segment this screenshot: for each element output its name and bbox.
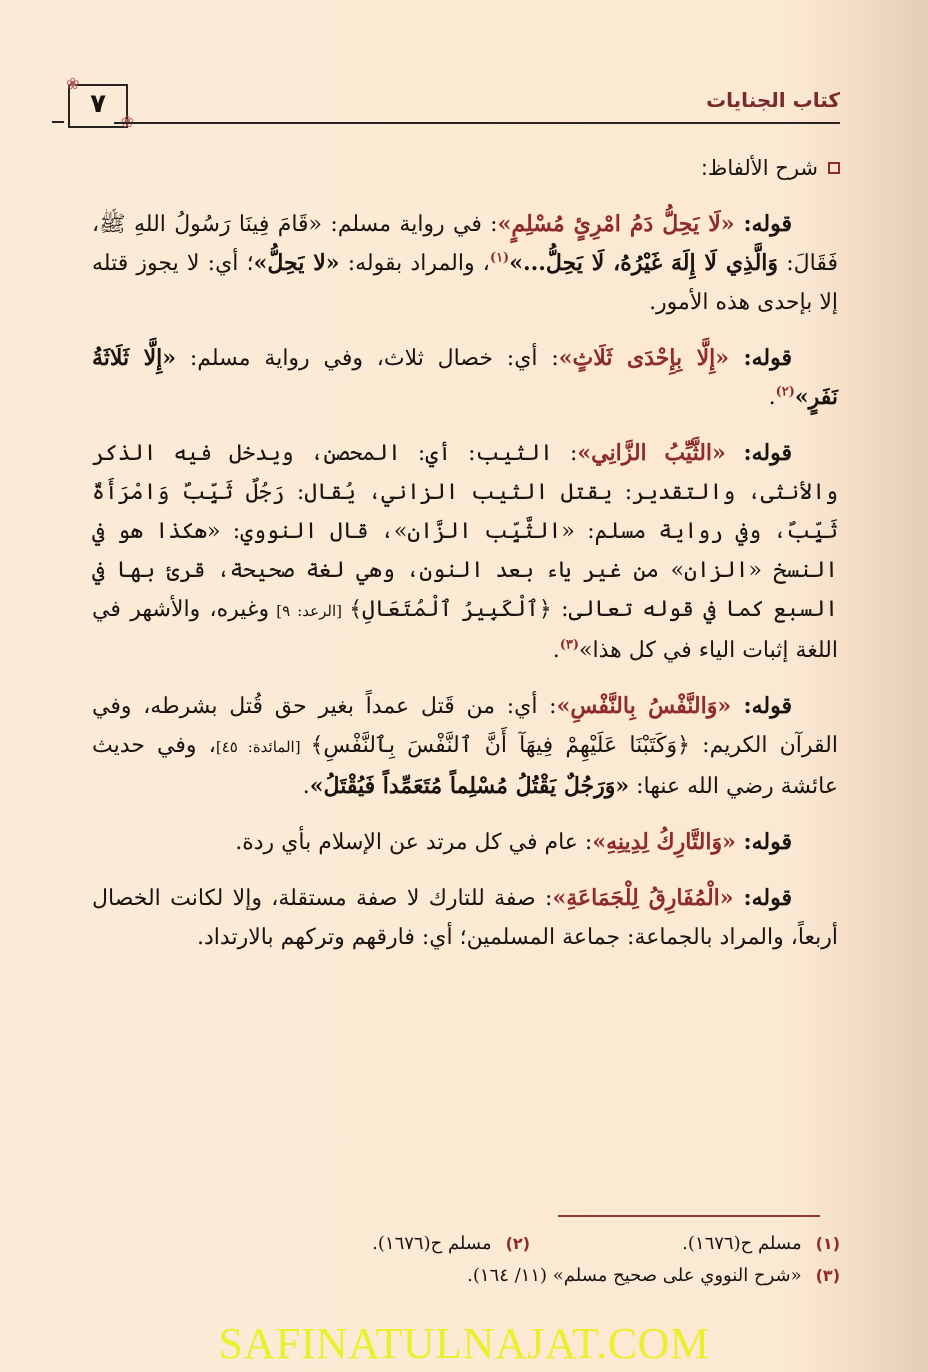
square-bullet-icon [828,162,840,174]
page-header [52,74,840,132]
body-text: ، والمراد بقوله: [339,251,490,276]
footnote-marker[interactable]: (١) [489,250,510,266]
hadith-keyword: «وَالتَّارِكُ لِدِينِهِ» [592,829,736,855]
footnote-item [530,1228,840,1260]
verse-reference: [الرعد: ٩] [269,602,350,620]
intro-label: قوله: [733,885,793,911]
paragraph-5 [92,823,838,862]
paragraph-3 [92,434,838,670]
intro-label: قوله: [725,440,792,466]
hadith-keyword: «إِلَّا بِإِحْدَى ثَلَاثٍ» [558,345,729,371]
hadith-quote-bold: «لا يَحِلُّ» [253,250,340,276]
footnote-marker[interactable]: (٢) [775,384,795,400]
footnotes [120,1228,840,1292]
body-text: : عام في كل مرتد عن الإسلام بأي ردة. [235,830,593,855]
footnote-text: مسلم ح(١٦٧٦). [682,1233,802,1254]
body-text: : في رواية مسلم: [322,212,498,237]
paragraph-4 [92,687,838,806]
body-text: : أي: خصال ثلاث، وفي رواية مسلم: [176,346,559,371]
footnote-number: (٣) [815,1266,840,1285]
footnote-separator [558,1215,820,1217]
site-watermark: SAFINATULNAJAT.COM [218,1319,710,1368]
footnote-item [467,1260,840,1292]
body-text: : الثيب: أي: المحصن، ويدخل فيه الذكر والأنثى، والتقدير: يقتل الثيب الزاني، يُقال: رَجُلٌ ثَيِّبٌ وَامْرَأَةٌ ثَيِّبٌ، وفي رواية مسلم: «الثَّيِّب الزَّان»، قال النووي: «هكذا هو في النسخ «الزان» من غير ياء بعد النون، وهي لغة صحيحة، قرئ بها في السبع كما في قوله تعالى: [92,441,838,622]
page-number: ٧ [90,89,106,119]
body-text: ، وفي حديث عائشة رضي الله عنها: [92,733,838,799]
body-text: وغيره، والأشهر في اللغة إثبات الياء في كل هذا» [92,597,838,663]
verse-reference: [المائدة: ٤٥] [215,738,311,756]
section-heading-label: شرح الألفاظ: [700,156,818,180]
intro-label: قوله: [729,345,792,371]
intro-label: قوله: [731,693,792,719]
quran-verse: ﴿ٱلْكَبِيرُ ٱلْمُتَعَالِ﴾ [349,597,552,622]
chapter-title: كتاب الجنايات [706,88,840,112]
intro-label: قوله: [735,829,792,855]
footnote-marker[interactable]: (٣) [559,637,580,653]
body-text: : صفة للتارك لا صفة مستقلة، وإلا لكانت الخصال أربعاً، والمراد بالجماعة: جماعة المسلمين؛ أي: فارقهم وتركهم بالارتداد. [92,886,838,950]
footnote-item [220,1228,530,1260]
header-dash [52,121,64,123]
body-text: ؛ أي: لا يجوز قتله إلا بإحدى هذه الأمور. [92,251,838,315]
hadith-quote: «قَامَ فِينَا رَسُولُ اللهِ ﷺ، فَقَالَ: [92,212,838,276]
body-text: . [768,385,776,410]
intro-label: قوله: [734,211,793,237]
footnote-number: (٢) [505,1234,530,1253]
body-text: : أي: من قَتل عمداً بغير حق قُتل بشرطه، وفي القرآن الكريم: [92,694,838,758]
footnote-row [120,1260,840,1292]
header-rule [114,122,840,124]
hadith-keyword: «الْمُفَارِقُ لِلْجَمَاعَةِ» [552,885,734,911]
hadith-quote-bold: «إِلَّا ثَلَاثَةُ نَفَرٍ» [92,345,838,410]
quran-verse: ﴿وَكَتَبْنَا عَلَيْهِمْ فِيهَآ أَنَّ ٱلنَّفْسَ بِٱلنَّفْسِ﴾ [310,733,690,758]
footnote-text: مسلم ح(١٦٧٦). [372,1233,492,1254]
paragraph-1 [92,205,838,322]
body-text: . [302,774,310,799]
hadith-keyword: «لَا يَحِلُّ دَمُ امْرِئٍ مُسْلِمٍ» [497,211,735,237]
section-heading [701,156,840,180]
rose-ornament-icon: ❀ [66,74,80,93]
hadith-keyword: «وَالنَّفْسُ بِالنَّفْسِ» [556,693,732,719]
hadith-quote-bold: وَالَّذِي لَا إِلَهَ غَيْرُهُ، لَا يَحِلُّ...» [509,250,779,276]
hadith-quote-bold: «وَرَجُلٌ يَقْتُلُ مُسْلِماً مُتَعَمِّداً فَيُقْتَلُ» [309,773,630,799]
hadith-keyword: «الثَّيِّبُ الزَّانِي» [577,440,726,466]
footnote-number: (١) [815,1234,840,1253]
footnote-row [120,1228,840,1260]
body-text: . [552,638,560,663]
footnote-text: «شرح النووي على صحيح مسلم» (١١/ ١٦٤). [467,1265,802,1286]
paragraph-6 [92,879,838,957]
paragraph-2 [92,339,838,417]
main-text [92,205,838,974]
